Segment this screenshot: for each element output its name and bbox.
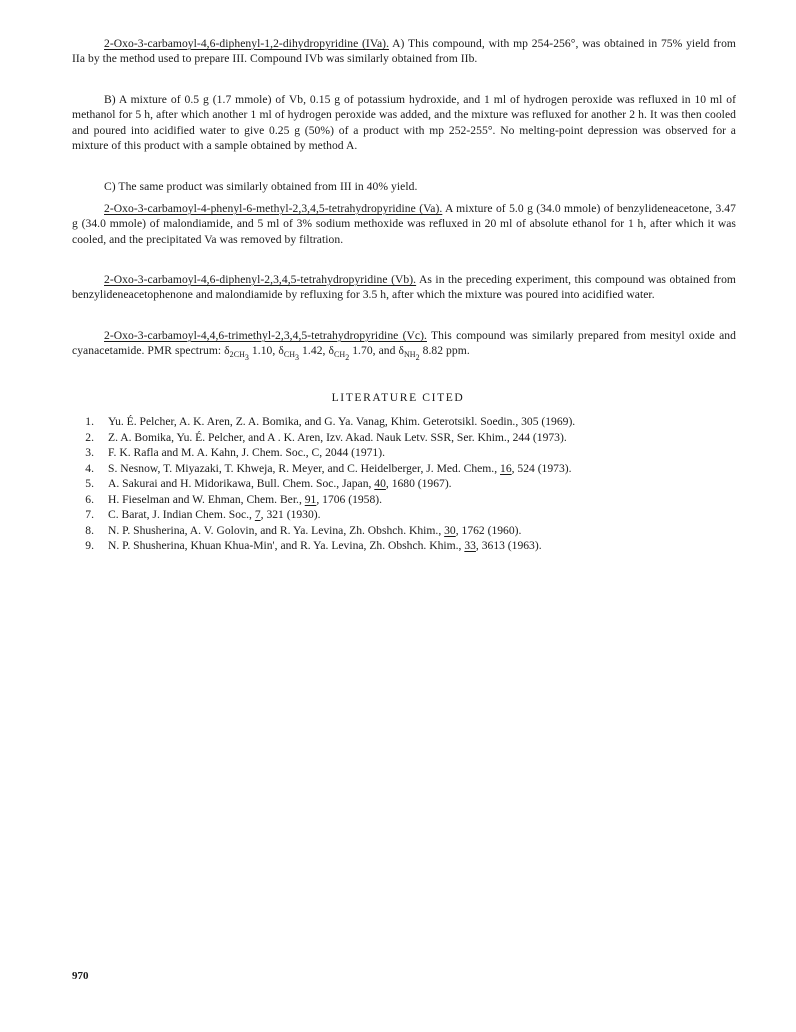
compound-title-vc: 2-Oxo-3-carbamoyl-4,4,6-trimethyl-2,3,4,5-tetrahydropyridine (Vc). [104,329,427,342]
compound-title-vb: 2-Oxo-3-carbamoyl-4,6-diphenyl-2,3,4,5-tetrahydropyridine (Vb). [104,273,417,286]
reference-text: C. Barat, J. Indian Chem. Soc., 7, 321 (1930). [108,508,321,521]
paragraph-iva-method-a [72,36,736,67]
reference-volume: 7 [254,508,261,521]
reference-item [72,507,736,523]
reference-number: 6. [85,492,94,506]
reference-text: A. Sakurai and H. Midorikawa, Bull. Chem. Soc., Japan, 40, 1680 (1967). [108,477,452,490]
reference-item [72,430,736,446]
reference-item [72,414,736,430]
paragraph-text: B) A mixture of 0.5 g (1.7 mmole) of Vb, 0.15 g of potassium hydroxide, and 1 ml of hydrogen peroxide was refluxed in 10 ml of methanol for 5 h, after which another 1 ml of hydrogen peroxide was added, and the mixture was refluxed for another 2 h. It was then cooled and poured into acidified water to give 0.25 g (50%) of a product with mp 252-255°. No melting-point depression was observed for a mixture of this product with a sample obtained by method A. [72,93,736,153]
paragraph-method-c [72,179,736,194]
reference-item [72,492,736,508]
reference-list [72,414,736,554]
paragraph-text: This compound was similarly prepared from mesityl oxide and cyanacetamide. PMR spectrum: [72,329,737,358]
reference-number: 7. [85,508,94,521]
paragraph-text: A) This compound, with mp 254-256°, was obtained in 75% yield from IIa by the method used to prepare III. Compound IVb was similarly obtained from IIb. [72,37,736,66]
paragraph-text: As in the preceding experiment, this compound was obtained from benzylideneacetophenone and malondiamide by refluxing for 3.5 h, after which the mixture was poured into acidified water. [72,273,737,302]
reference-item [72,445,736,461]
pmr-delta-nh2: $\delta_{NH_2}$ [398,344,420,363]
reference-text: H. Fieselman and W. Ehman, Chem. Ber., 91, 1706 (1958). [108,492,383,506]
paragraph-vb [72,272,736,303]
reference-item [72,461,736,477]
reference-number: 1. [85,415,94,428]
reference-volume: 33 [464,539,476,552]
compound-title-iva: 2-Oxo-3-carbamoyl-4,6-diphenyl-1,2-dihydropyridine (IVa). [104,37,390,50]
page-number: 970 [72,970,89,982]
paragraph-va [72,201,736,247]
pmr-delta-2ch3: $\delta_{2CH_3}$ [224,344,249,363]
reference-text: Yu. É. Pelcher, A. K. Aren, Z. A. Bomika, and G. Ya. Vanag, Khim. Geterotsikl. Soedin., 305 (1969). [108,415,576,428]
reference-volume: 40 [374,477,386,490]
reference-text: N. P. Shusherina, Khuan Khua-Min', and R. Ya. Levina, Zh. Obshch. Khim., 33, 3613 (1963). [108,539,542,552]
pmr-delta-ch2: $\delta_{CH_2}$ [328,344,350,363]
paragraph-text: A mixture of 5.0 g (34.0 mmole) of benzylideneacetone, 3.47 g (34.0 mmole) of malondiamide, and 5 ml of 3% sodium methoxide was refluxed in 20 ml of absolute ethanol for 1 h, after which it was cooled, and the precipitated Va was removed by filtration. [72,202,736,246]
reference-volume: 16 [500,461,512,475]
paragraph-vc: 2-Oxo-3-carbamoyl-4,4,6-trimethyl-2,3,4,5-tetrahydropyridine (Vc). This compound was similarly prepared from mesityl oxide and cyanacetamide. PMR spectrum: $\delta_{2CH_3}$ 1.10, $\delta_{CH_3}$ 1.42, $\delta_{CH_2}$ 1.70, and $\delta_{NH_2}$ 8.82 ppm. [72,329,737,363]
paragraph-method-b [72,92,736,154]
paragraph-text: C) The same product was similarly obtained from III in 40% yield. [104,180,418,193]
reference-item [72,476,736,492]
reference-number: 8. [85,523,94,537]
reference-volume: 30 [444,523,456,537]
reference-number: 4. [85,461,94,475]
reference-number: 5. [85,477,94,490]
literature-cited-heading: LITERATURE CITED [331,391,465,404]
reference-text: Z. A. Bomika, Yu. É. Pelcher, and A . K. Aren, Izv. Akad. Nauk Letv. SSR, Ser. Khim., 244 (1973). [108,430,567,444]
reference-text: N. P. Shusherina, A. V. Golovin, and R. Ya. Levina, Zh. Obshch. Khim., 30, 1762 (1960). [108,523,522,537]
reference-volume: 91 [304,492,317,506]
reference-item [72,538,736,554]
reference-item [72,523,736,539]
reference-text: S. Nesnow, T. Miyazaki, T. Khweja, R. Meyer, and C. Heidelberger, J. Med. Chem., 16, 524 (1973). [108,461,572,475]
reference-number: 2. [85,430,94,444]
pmr-delta-ch3: $\delta_{CH_3}$ [278,344,300,363]
reference-text: F. K. Rafla and M. A. Kahn, J. Chem. Soc., C, 2044 (1971). [108,446,385,459]
reference-number: 9. [85,539,94,552]
compound-title-va: 2-Oxo-3-carbamoyl-4-phenyl-6-methyl-2,3,4,5-tetrahydropyridine (Va). [104,202,443,215]
reference-number: 3. [85,446,94,459]
